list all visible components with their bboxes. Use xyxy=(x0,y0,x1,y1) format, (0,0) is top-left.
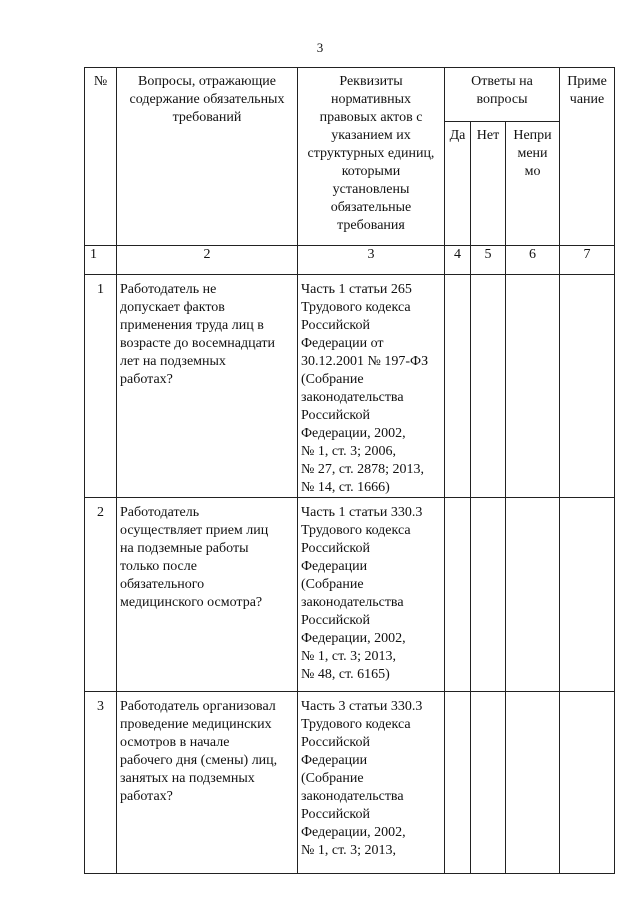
column-number: 3 xyxy=(298,246,445,275)
column-numbers-row xyxy=(85,246,615,275)
header-answers: Ответы на вопросы xyxy=(445,68,560,122)
header-note: Приме чание xyxy=(560,68,615,246)
table-header-row xyxy=(85,68,615,122)
header-not-applicable: Непри мени мо xyxy=(506,122,560,246)
question-cell: Работодатель организовал проведение медицинских осмотров в начале рабочего дня (смены) лиц, занятых на подземных работах? xyxy=(117,692,298,874)
answer-yes-cell[interactable] xyxy=(445,692,471,874)
requisite-cell: Часть 1 статьи 330.3 Трудового кодекса Российской Федерации (Собрание законодательства Российской Федерации, 2002, № 1, ст. 3; 2013, № 48, ст. 6165) xyxy=(298,498,445,692)
header-yes: Да xyxy=(445,122,471,246)
answer-yes-cell[interactable] xyxy=(445,275,471,498)
answer-no-cell[interactable] xyxy=(471,692,506,874)
header-number: № xyxy=(85,68,117,246)
table-row xyxy=(85,692,615,874)
requirements-table xyxy=(84,67,615,874)
note-cell[interactable] xyxy=(560,498,615,692)
column-number: 5 xyxy=(471,246,506,275)
page-number: 3 xyxy=(316,40,324,55)
answer-no-cell[interactable] xyxy=(471,498,506,692)
question-cell: Работодатель не допускает фактов применения труда лиц в возрасте до восемнадцати лет на подземных работах? xyxy=(117,275,298,498)
answer-not-applicable-cell[interactable] xyxy=(506,692,560,874)
column-number: 4 xyxy=(445,246,471,275)
requisite-cell: Часть 1 статьи 265 Трудового кодекса Российской Федерации от 30.12.2001 № 197-ФЗ (Собрание законодательства Российской Федерации, 2002, № 1, ст. 3; 2006, № 27, ст. 2878; 2013, № 14, ст. 1666) xyxy=(298,275,445,498)
row-number: 2 xyxy=(85,498,117,692)
header-requisites: Реквизиты нормативных правовых актов с указанием их структурных единиц, которыми установлены обязательные требования xyxy=(298,68,445,246)
table-row xyxy=(85,498,615,692)
column-number: 7 xyxy=(560,246,615,275)
answer-yes-cell[interactable] xyxy=(445,498,471,692)
row-number: 3 xyxy=(85,692,117,874)
note-cell[interactable] xyxy=(560,692,615,874)
answer-no-cell[interactable] xyxy=(471,275,506,498)
header-no-answer: Нет xyxy=(471,122,506,246)
requisite-cell: Часть 3 статьи 330.3 Трудового кодекса Российской Федерации (Собрание законодательства Российской Федерации, 2002, № 1, ст. 3; 2013, xyxy=(298,692,445,874)
column-number: 2 xyxy=(117,246,298,275)
note-cell[interactable] xyxy=(560,275,615,498)
column-number: 6 xyxy=(506,246,560,275)
row-number: 1 xyxy=(85,275,117,498)
column-number: 1 xyxy=(85,246,117,275)
table-row xyxy=(85,275,615,498)
question-cell: Работодатель осуществляет прием лиц на подземные работы только после обязательного медицинского осмотра? xyxy=(117,498,298,692)
header-questions: Вопросы, отражающие содержание обязательных требований xyxy=(117,68,298,246)
answer-not-applicable-cell[interactable] xyxy=(506,498,560,692)
answer-not-applicable-cell[interactable] xyxy=(506,275,560,498)
